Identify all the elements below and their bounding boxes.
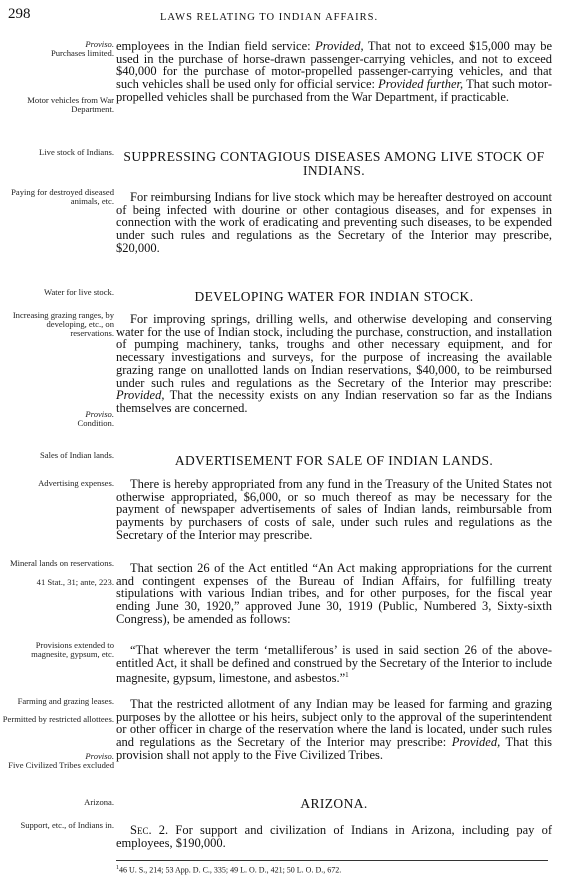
paragraph-arizona: Sec. 2. For support and civilization of Indians in Arizona, including pay of employees, $190,000.	[116, 823, 552, 850]
margin-note-water: Water for live stock.	[44, 287, 114, 297]
margin-note-sales-lands: Sales of Indian lands.	[40, 450, 114, 460]
margin-note-five-tribes: Five Civilized Tribes excluded	[8, 760, 114, 770]
margin-note-mineral-lands: Mineral lands on reservations.	[9, 558, 114, 568]
margin-note-provisions-extended: Provisions extended to magnesite, gypsum, etc.	[31, 640, 114, 659]
footnote-ref: 1	[345, 671, 349, 680]
margin-note-advertising: Advertising expenses.	[38, 478, 114, 488]
margin-note-support-arizona: Support, etc., of Indians in.	[20, 820, 114, 830]
paragraph-section-26: That section 26 of the Act entitled “An Act making appropriations for the current and contingent expenses of the Bureau of Indian Affairs, for fulfilling treaty stipulations with various Indian tribes, and for other purposes, for the fiscal year ending June 30, 1920,” approved June 30, 1919 (Public, Numbered 3, Sixty-sixth Congress), be amended as follows:	[116, 561, 552, 626]
margin-note-purchases-limited: Purchases limited.	[50, 48, 114, 58]
margin-note-arizona: Arizona.	[84, 797, 114, 807]
margin-note-increasing-grazing: Increasing grazing ranges, by developing, etc., on reservations.	[12, 310, 114, 338]
paragraph-vehicles: employees in the Indian field service: Provided, That not to exceed $15,000 may be used in the purchase of horse-drawn passenger-carrying vehicles, and not to exceed $40,000 for the purchase of motor-propelled passenger-carrying vehicles, and that such vehicles shall be used only for official service: Provided further, That such motor-propelled vehicles shall be purchased from the War Department, if practicable.	[116, 39, 553, 104]
margin-note-motor-vehicles: Motor vehicles from War Department.	[27, 95, 114, 114]
margin-note-condition: Condition.	[77, 418, 114, 428]
margin-note-permitted: Permitted by restricted allottees.	[2, 714, 114, 724]
running-head: LAWS RELATING TO INDIAN AFFAIRS.	[160, 12, 379, 23]
margin-note-mineral-cite: 41 Stat., 31; ante, 223.	[36, 577, 114, 587]
footnote-rule	[116, 860, 548, 861]
margin-note-proviso-3: Proviso.	[85, 751, 114, 761]
margin-note-paying-destroyed: Paying for destroyed diseased animals, etc.	[11, 187, 114, 206]
footnote: $^1$46 U. S., 214; 53 App. D. C., 335; 49 L. O. D., 421; 50 L. O. D., 672.	[116, 865, 342, 875]
paragraph-metalliferous: “That wherever the term ‘metalliferous’ is used in said section 26 of the above-entitled Act, it shall be defined and construed by the Secretary of the Interior to include magnesite, gypsum, limestone, and asbestos.”$^1$	[116, 643, 552, 686]
paragraph-live-stock: For reimbursing Indians for live stock which may be hereafter destroyed on account of being infected with dourine or other contagious diseases, and for expenses in connection with the work of eradicating and preventing such diseases, to be expended under such rules and regulations as the Secretary of the Interior may prescribe, $20,000.	[116, 190, 552, 255]
heading-developing-water: DEVELOPING WATER FOR INDIAN STOCK.	[194, 289, 474, 304]
margin-note-proviso-2: Proviso.	[85, 409, 114, 419]
heading-contagious-diseases: SUPPRESSING CONTAGIOUS DISEASES AMONG LIVE STOCK OF INDIANS.	[123, 149, 545, 178]
page-number: 298	[8, 6, 31, 22]
margin-note-farming-grazing: Farming and grazing leases.	[17, 696, 114, 706]
paragraph-water: For improving springs, drilling wells, and otherwise developing and conserving water for the use of Indian stock, including the purchase, construction, and installation of pumping machinery, tanks, troughs and other necessary equipment, and for necessary investigations and surveys, for the purpose of increasing the available grazing range on unallotted lands on Indian reservations, $40,000, to be reimbursed under such rules and regulations as the Secretary of the Interior may prescribe: Provided, That the necessity exists on any Indian reservation so far as the Indians themselves are concerned.	[116, 312, 552, 415]
heading-advertisement: ADVERTISEMENT FOR SALE OF INDIAN LANDS.	[174, 453, 494, 468]
margin-note-live-stock: Live stock of Indians.	[39, 147, 114, 157]
paragraph-advertisement: There is hereby appropriated from any fund in the Treasury of the United States not otherwise appropriated, $6,000, or so much thereof as may be necessary for the payment of newspaper advertisements of sales of Indian lands, reimbursable from payments by purchasers of costs of sale, under such rules and regulations as the Secretary of the Interior may prescribe.	[116, 477, 552, 542]
heading-arizona: ARIZONA.	[300, 796, 368, 811]
paragraph-leases: That the restricted allotment of any Indian may be leased for farming and grazing purposes by the allottee or his heirs, subject only to the approval of the superintendent or other officer in charge of the reservation where the land is located, under such rules and regulations as the Secretary of the Interior may prescribe: Provided, That this provision shall not apply to the Five Civilized Tribes.	[116, 697, 552, 762]
margin-note-proviso: Proviso.	[85, 39, 114, 49]
